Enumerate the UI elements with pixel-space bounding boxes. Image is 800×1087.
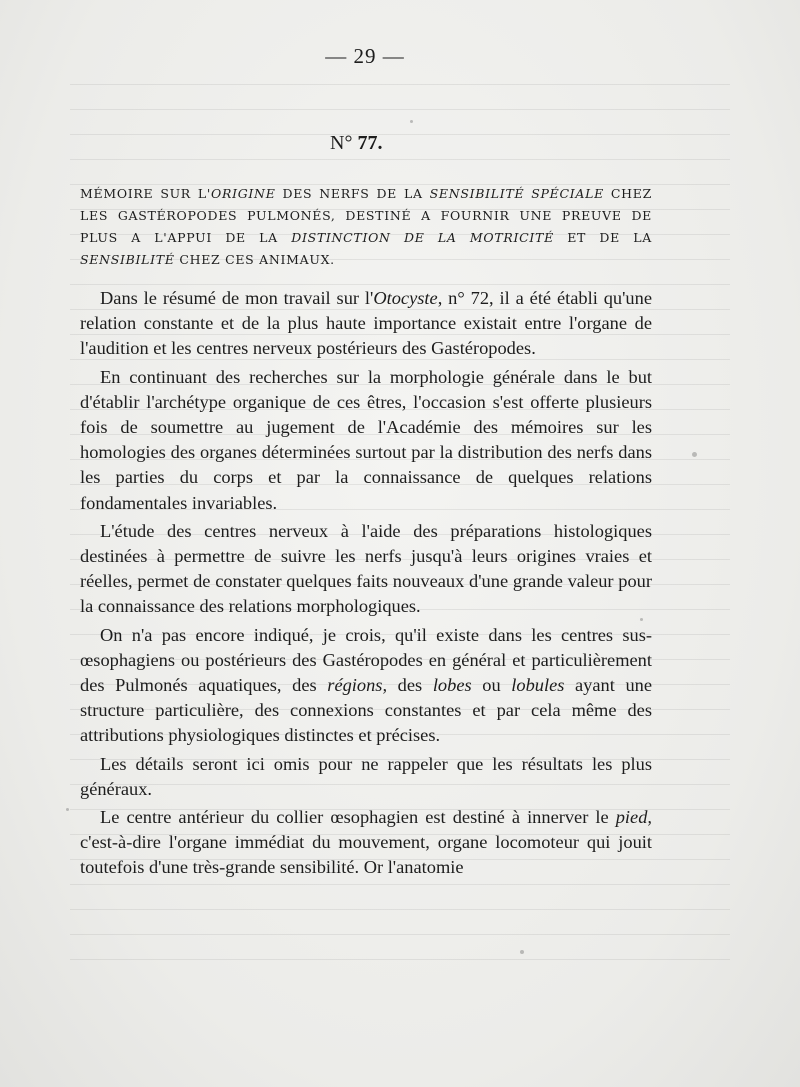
- title-part: ET DE LA: [553, 230, 652, 245]
- title-part: CHEZ LES GASTÉROPODES PULMONÉS, DESTINÉ A FOURNIR UNE PREUVE DE PLUS A L'APPUI DE LA: [80, 186, 652, 245]
- text-run: ayant une structure particulière, des connexions constantes et par cela même des attributions physiologiques distinctes et précises.: [80, 675, 652, 746]
- text-run: Dans le résumé de mon travail sur l': [100, 288, 374, 308]
- text-run: Le centre antérieur du collier œsophagien est destiné à innerver le: [100, 807, 616, 828]
- italic-term: lobes: [432, 675, 472, 696]
- entry-title: [80, 183, 652, 271]
- paper-speck: [66, 808, 69, 811]
- page-number: — 29 —: [325, 44, 405, 68]
- paper-speck: [410, 120, 413, 123]
- title-italic: ORIGINE: [211, 186, 276, 201]
- paper-speck: [520, 950, 524, 954]
- title-part: CHEZ CES ANIMAUX.: [174, 252, 335, 267]
- title-part: DES NERFS DE LA: [275, 186, 430, 201]
- title-italic: DISTINCTION DE LA MOTRICITÉ: [291, 230, 554, 245]
- text-run: c'est-à-dire l'organe immédiat du mouvement, organe locomoteur qui jouit toutefois d'une très-grande sensibilité. Or l'anatomie: [80, 832, 652, 878]
- entry-number: [330, 132, 382, 155]
- italic-term: régions,: [327, 675, 388, 696]
- body-text: [80, 286, 652, 881]
- paragraph: Les détails seront ici omis pour ne rappeler que les résultats les plus généraux.: [80, 753, 652, 799]
- paragraph: [80, 623, 652, 749]
- text-run: ou: [471, 675, 512, 696]
- paragraph: [80, 805, 652, 881]
- text-run: , n° 72, il a été établi qu'une relation constante et de la plus haute importance existait entre l'organe de l'audition et les centres nerveux postérieurs des Gastéropodes.: [80, 288, 652, 359]
- entry-number-value: 77.: [357, 132, 383, 154]
- title-italic: SENSIBILITÉ: [80, 252, 175, 267]
- title-italic: SENSIBILITÉ SPÉCIALE: [429, 186, 604, 201]
- paper-speck: [692, 452, 697, 457]
- text-run: On n'a pas encore indiqué, je crois, qu'il existe dans les centres sus-œsophagiens ou postérieurs des Gastéropodes en général et particulièrement des Pulmonés aquatiques, des: [80, 624, 652, 696]
- text-run: des: [387, 675, 433, 696]
- italic-term: lobules: [511, 675, 565, 696]
- title-part: MÉMOIRE SUR L': [80, 186, 212, 201]
- paragraph: En continuant des recherches sur la morphologie générale dans le but d'établir l'archétype organique de ces êtres, l'occasion s'est offerte plusieurs fois de soumettre au jugement de l'Académie des mémoires sur les homologies des organes déterminées surtout par la distribution des nerfs dans les parties du corps et par la connaissance de quelques relations fondamentales invariables.: [80, 366, 652, 513]
- paragraph: L'étude des centres nerveux à l'aide des préparations histologiques destinées à permettre de suivre les nerfs jusqu'à leurs origines vraies et réelles, permet de constater quelques faits nouveaux d'une grande valeur pour la connaissance des relations morphologiques.: [80, 520, 652, 617]
- italic-term: Otocyste: [373, 288, 438, 308]
- entry-number-prefix: N°: [330, 132, 353, 154]
- italic-term: pied,: [615, 807, 652, 828]
- paragraph: [80, 286, 652, 362]
